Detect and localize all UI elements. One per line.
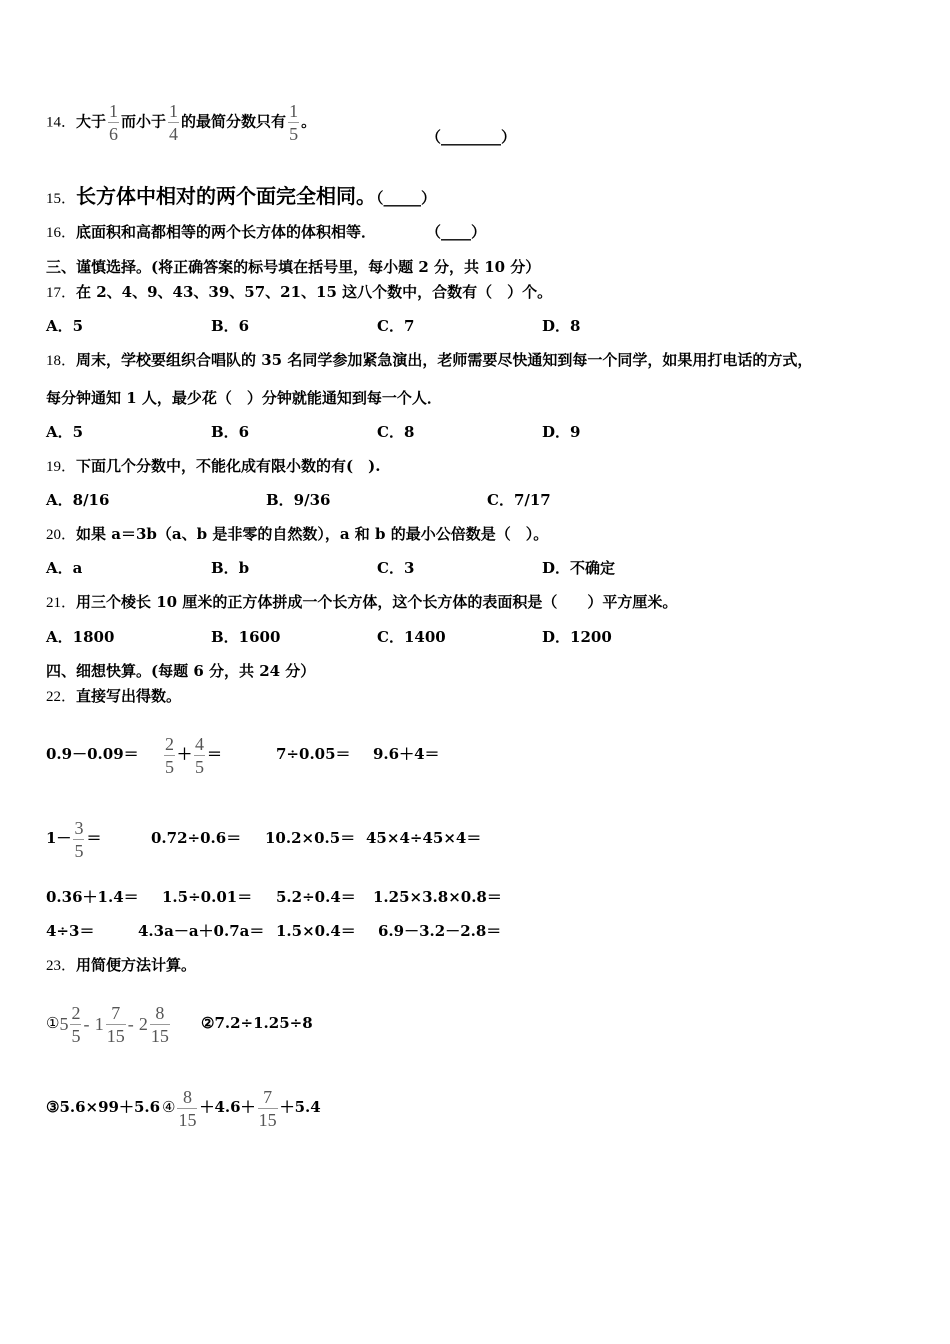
question-number: 16． — [46, 225, 77, 241]
option-a[interactable]: A．5 — [46, 423, 84, 441]
calc-item: 1－ $\frac{3}{5}$ ＝ — [46, 817, 102, 861]
question-number: 21． — [46, 595, 77, 611]
question-15 — [46, 183, 436, 212]
question-text: 的最简分数只有 — [181, 112, 287, 131]
question-number: 15． — [46, 191, 77, 207]
answer-blank-15[interactable]: （_____） — [376, 189, 437, 207]
calc-item: 4÷3＝ — [46, 922, 95, 940]
fraction-8-15: $\frac{8}{15}$ — [150, 1002, 169, 1046]
option-d[interactable]: D．不确定 — [542, 559, 616, 577]
option-d[interactable]: D．1200 — [542, 628, 612, 646]
calc-item: 45×4÷45×4＝ — [366, 829, 482, 847]
calc-item: 1.5×0.4＝ — [276, 922, 356, 940]
question-text: 周末，学校要组织合唱队的 35 名同学参加紧急演出，老师需要尽快通知到每一个同学，如果用打电话的方式， — [76, 351, 813, 369]
fraction-7-15: $\frac{7}{15}$ — [258, 1086, 277, 1130]
question-text: 用三个棱长 10 厘米的正方体拼成一个长方体，这个长方体的表面积是（ ）平方厘米。 — [76, 593, 678, 611]
question-text: 长方体中相对的两个面完全相同。 — [76, 184, 377, 208]
option-b[interactable]: B．1600 — [211, 628, 281, 646]
calc-expression-2: ②7.2÷1.25÷8 — [201, 1014, 313, 1032]
question-text: 在 2、4、9、43、39、57、21、15 这八个数中，合数有（ ）个。 — [76, 283, 553, 301]
option-b[interactable]: B．b — [211, 559, 250, 577]
question-text: 。 — [301, 112, 317, 131]
question-number: 18． — [46, 353, 77, 369]
question-text: 下面几个分数中，不能化成有限小数的有( ). — [76, 457, 381, 475]
option-c[interactable]: C．8 — [377, 423, 415, 441]
question-14 — [46, 100, 316, 145]
calc-item: 1.25×3.8×0.8＝ — [373, 888, 502, 906]
fraction-2-5: $\frac{2}{5}$ — [71, 1002, 81, 1046]
option-c[interactable]: C．7 — [377, 317, 415, 335]
answer-blank-16[interactable]: （____） — [426, 223, 487, 241]
fraction-7-15: $\frac{7}{15}$ — [106, 1002, 125, 1046]
calc-item: 10.2×0.5＝ — [265, 829, 356, 847]
calc-item: 4.3a－a＋0.7a＝ — [138, 922, 265, 940]
calc-item: 6.9－3.2－2.8＝ — [378, 922, 502, 940]
fraction-2-5: $\frac{2}{5}$ — [165, 733, 174, 777]
question-number: 19． — [46, 459, 77, 475]
option-a[interactable]: A．1800 — [46, 628, 115, 646]
fraction-4-5: $\frac{4}{5}$ — [195, 733, 205, 777]
answer-blank-14[interactable]: （________） — [426, 128, 517, 146]
section-heading-4: 四、细想快算。(每题 6 分，共 24 分） — [46, 662, 316, 680]
calc-expression-1: ①5 $\frac{2}{5}$ - 1 $\frac{7}{15}$ - 2 $\frac{8}{15}$ — [46, 1002, 169, 1046]
question-text: 底面积和高都相等的两个长方体的体积相等． — [76, 223, 377, 241]
question-21 — [46, 592, 677, 613]
calc-item: 1.5÷0.01＝ — [162, 888, 253, 906]
fraction-1-4: $\frac{1}{4}$ — [169, 101, 179, 144]
section-heading-3: 三、谨慎选择。(将正确答案的标号填在括号里，每小题 2 分，共 10 分） — [46, 258, 541, 276]
question-number: 20． — [46, 527, 77, 543]
question-number: 22． — [46, 689, 77, 705]
option-d[interactable]: D．9 — [542, 423, 581, 441]
calc-item: 0.9－0.09＝ — [46, 745, 139, 763]
question-number: 14． — [46, 114, 77, 131]
option-d[interactable]: D．8 — [542, 317, 581, 335]
calc-item: 5.2÷0.4＝ — [276, 888, 356, 906]
calc-expression-3: ③5.6×99＋5.6 — [46, 1098, 161, 1116]
question-number: 17． — [46, 285, 77, 301]
question-text: 如果 a＝3b（a、b 是非零的自然数），a 和 b 的最小公倍数是（ ）。 — [76, 525, 549, 543]
question-16 — [46, 222, 376, 243]
question-19 — [46, 456, 380, 477]
fraction-1-5: $\frac{1}{5}$ — [289, 101, 299, 144]
option-a[interactable]: A．8/16 — [46, 491, 110, 509]
question-text: 大于 — [76, 112, 107, 131]
question-17 — [46, 282, 552, 303]
question-text: 用简便方法计算。 — [76, 956, 197, 974]
option-c[interactable]: C．7/17 — [487, 491, 551, 509]
option-b[interactable]: B．6 — [211, 423, 250, 441]
question-18-line-2: 每分钟通知 1 人，最少花（ ）分钟就能通知到每一个人． — [46, 389, 442, 407]
option-b[interactable]: B．6 — [211, 317, 250, 335]
question-20 — [46, 524, 548, 545]
question-22 — [46, 686, 181, 707]
option-c[interactable]: C．3 — [377, 559, 415, 577]
question-text: 直接写出得数。 — [76, 687, 182, 705]
calc-item: $\frac{2}{5}$ ＋ $\frac{4}{5}$ ＝ — [165, 733, 223, 777]
question-text: 而小于 — [121, 112, 167, 131]
option-a[interactable]: A．5 — [46, 317, 84, 335]
calc-item: 0.72÷0.6＝ — [151, 829, 242, 847]
fraction-1-6: $\frac{1}{6}$ — [109, 101, 119, 144]
calc-item: 7÷0.05＝ — [276, 745, 351, 763]
fraction-3-5: $\frac{3}{5}$ — [74, 817, 84, 861]
option-c[interactable]: C．1400 — [377, 628, 446, 646]
option-a[interactable]: A．a — [46, 559, 83, 577]
calc-item: 0.36＋1.4＝ — [46, 888, 139, 906]
question-number: 23． — [46, 958, 77, 974]
calc-expression-4: ④ $\frac{8}{15}$ ＋4.6＋ $\frac{7}{15}$ ＋5.4 — [162, 1086, 321, 1130]
question-18 — [46, 350, 812, 371]
question-23 — [46, 955, 196, 976]
option-b[interactable]: B．9/36 — [266, 491, 331, 509]
fraction-8-15: $\frac{8}{15}$ — [178, 1086, 197, 1130]
calc-item: 9.6＋4＝ — [373, 745, 440, 763]
